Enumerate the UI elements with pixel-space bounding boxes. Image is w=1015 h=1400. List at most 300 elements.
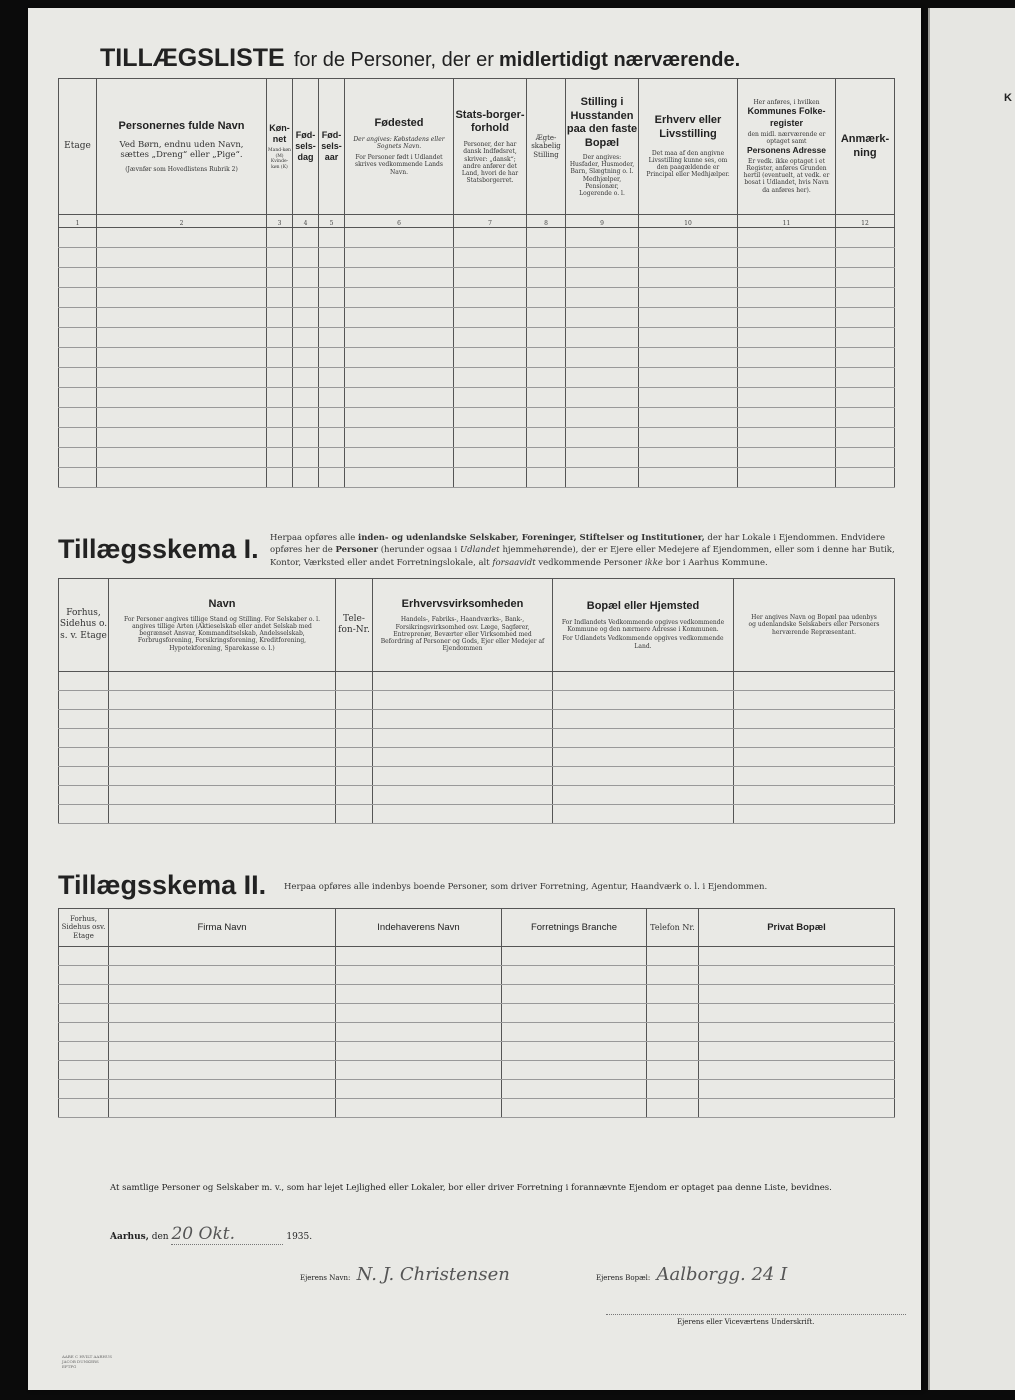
table-cell[interactable] — [566, 428, 639, 448]
table-cell[interactable] — [502, 1099, 647, 1118]
table-cell[interactable] — [454, 288, 527, 308]
table-cell[interactable] — [336, 805, 373, 824]
table-cell[interactable] — [738, 388, 836, 408]
table-cell[interactable] — [109, 1004, 336, 1023]
table-cell[interactable] — [336, 767, 373, 786]
table-cell[interactable] — [345, 248, 454, 268]
table-cell[interactable] — [59, 805, 109, 824]
table-cell[interactable] — [373, 672, 553, 691]
col-etage: Etage — [59, 79, 97, 215]
table-cell[interactable] — [319, 448, 345, 468]
title-bold: TILLÆGSLISTE — [100, 44, 285, 72]
table-cell[interactable] — [267, 428, 293, 448]
table-cell[interactable] — [566, 468, 639, 488]
table-cell[interactable] — [647, 1042, 699, 1061]
table-cell[interactable] — [267, 308, 293, 328]
s1-col-telefon: Tele-fon-Nr. — [336, 579, 373, 672]
table-cell[interactable] — [738, 328, 836, 348]
table-cell[interactable] — [319, 248, 345, 268]
table-cell[interactable] — [639, 248, 738, 268]
table-cell[interactable] — [738, 468, 836, 488]
table-cell[interactable] — [59, 786, 109, 805]
table-cell[interactable] — [527, 408, 566, 428]
table-cell[interactable] — [639, 288, 738, 308]
schema1-intro: Herpaa opføres alle inden- og udenlandske Selskaber, Foreninger, Stiftelser og Institutioner, der har Lokale i Ejendommen. Endvidere opføres her de Personer (herunder ogsaa i Udlandet hjemmehørende), der er Ejere eller Medejere af Ejendommen, eller som i denne har Butik, Kontor, Værksted eller andet Forretningslokale, alt forsaavidt vedkommende Personer ikke bor i Aarhus Kommune. — [270, 533, 895, 568]
table-cell[interactable] — [97, 428, 267, 448]
table-cell[interactable] — [639, 368, 738, 388]
table-cell[interactable] — [293, 348, 319, 368]
table-cell[interactable] — [734, 672, 895, 691]
s2-col-indehaver: Indehaverens Navn — [336, 909, 502, 947]
table-cell[interactable] — [293, 328, 319, 348]
table-cell[interactable] — [97, 308, 267, 328]
table-cell[interactable] — [59, 1099, 109, 1118]
table-cell[interactable] — [97, 348, 267, 368]
col-navn: Personernes fulde Navn Ved Børn, endnu uden Navn, sættes „Dreng“ eller „Pige“. (Jævnfør som Hovedlistens Rubrik 2) — [97, 79, 267, 215]
table-cell[interactable] — [527, 368, 566, 388]
table-cell[interactable] — [109, 786, 336, 805]
table-row — [59, 328, 895, 348]
table-row — [59, 729, 895, 748]
table-cell[interactable] — [566, 328, 639, 348]
table-cell[interactable] — [59, 348, 97, 368]
table-cell[interactable] — [454, 248, 527, 268]
table-cell[interactable] — [345, 308, 454, 328]
table-cell[interactable] — [738, 288, 836, 308]
table-cell[interactable] — [109, 672, 336, 691]
table-cell[interactable] — [319, 268, 345, 288]
table-cell[interactable] — [836, 328, 895, 348]
schema1-title: Tillægsskema I. — [58, 534, 259, 564]
table-cell[interactable] — [293, 388, 319, 408]
table-cell[interactable] — [502, 1023, 647, 1042]
table-cell[interactable] — [527, 268, 566, 288]
table-cell[interactable] — [109, 710, 336, 729]
table-cell[interactable] — [109, 729, 336, 748]
table-cell[interactable] — [502, 1080, 647, 1099]
table-cell[interactable] — [267, 328, 293, 348]
table-cell[interactable] — [836, 468, 895, 488]
table-cell[interactable] — [738, 408, 836, 428]
s2-col-firma: Firma Navn — [109, 909, 336, 947]
table-cell[interactable] — [109, 691, 336, 710]
table-cell[interactable] — [738, 248, 836, 268]
table-cell[interactable] — [527, 248, 566, 268]
table-cell[interactable] — [59, 710, 109, 729]
table-cell[interactable] — [59, 268, 97, 288]
table-row — [59, 408, 895, 428]
table-cell[interactable] — [647, 1061, 699, 1080]
col-foedested: Fødested Der angives: Købstadens eller Sognets Navn. For Personer født i Udlandet skrives vedkommende Lands Navn. — [345, 79, 454, 215]
table-cell[interactable] — [639, 448, 738, 468]
table-cell[interactable] — [59, 388, 97, 408]
table-cell[interactable] — [336, 1080, 502, 1099]
table-row — [59, 805, 895, 824]
s2-col-branche: Forretnings Branche — [502, 909, 647, 947]
table-cell[interactable] — [647, 985, 699, 1004]
table-cell[interactable] — [553, 786, 734, 805]
table-cell[interactable] — [373, 710, 553, 729]
table-row — [59, 691, 895, 710]
table-cell[interactable] — [109, 985, 336, 1004]
title-mid: for de Personer, der er — [293, 49, 494, 71]
table-cell[interactable] — [319, 428, 345, 448]
table-cell[interactable] — [738, 268, 836, 288]
table-cell[interactable] — [566, 448, 639, 468]
s2-col-telefon: Telefon Nr. — [647, 909, 699, 947]
table-cell[interactable] — [566, 268, 639, 288]
table-cell[interactable] — [527, 388, 566, 408]
table-cell[interactable] — [566, 288, 639, 308]
table-cell[interactable] — [836, 268, 895, 288]
table-cell[interactable] — [59, 368, 97, 388]
s1-col-etage: Forhus, Sidehus o. s. v. Etage — [59, 579, 109, 672]
table-cell[interactable] — [454, 468, 527, 488]
table-cell[interactable] — [97, 228, 267, 248]
page-title — [100, 44, 740, 73]
table-cell[interactable] — [836, 408, 895, 428]
table-cell[interactable] — [59, 729, 109, 748]
table-cell[interactable] — [836, 228, 895, 248]
table-cell[interactable] — [502, 966, 647, 985]
table-cell[interactable] — [336, 672, 373, 691]
table-cell[interactable] — [97, 408, 267, 428]
table-cell[interactable] — [109, 805, 336, 824]
table-cell[interactable] — [336, 710, 373, 729]
table-cell[interactable] — [647, 1099, 699, 1118]
table-cell[interactable] — [293, 448, 319, 468]
table-cell[interactable] — [345, 268, 454, 288]
signature-line — [606, 1314, 906, 1315]
table-cell[interactable] — [267, 288, 293, 308]
table-cell[interactable] — [59, 691, 109, 710]
table-cell[interactable] — [734, 691, 895, 710]
table-cell[interactable] — [267, 368, 293, 388]
table-cell[interactable] — [267, 268, 293, 288]
table-cell[interactable] — [527, 448, 566, 468]
table-cell[interactable] — [109, 1042, 336, 1061]
table-cell[interactable] — [836, 428, 895, 448]
table-cell[interactable] — [454, 408, 527, 428]
table-cell[interactable] — [59, 328, 97, 348]
table-cell[interactable] — [267, 388, 293, 408]
table-cell[interactable] — [699, 947, 895, 966]
table-cell[interactable] — [109, 947, 336, 966]
owner-name-signature: N. J. Christensen — [356, 1264, 510, 1285]
table-cell[interactable] — [502, 1004, 647, 1023]
table-cell[interactable] — [345, 428, 454, 448]
table-cell[interactable] — [59, 308, 97, 328]
table-cell[interactable] — [734, 805, 895, 824]
table-cell[interactable] — [109, 1080, 336, 1099]
table-cell[interactable] — [336, 1099, 502, 1118]
table-cell[interactable] — [319, 228, 345, 248]
table-cell[interactable] — [454, 308, 527, 328]
table-row — [59, 348, 895, 368]
table-cell[interactable] — [267, 348, 293, 368]
table-cell[interactable] — [553, 691, 734, 710]
table-cell[interactable] — [454, 268, 527, 288]
schema2-title: Tillægsskema II. — [58, 870, 267, 900]
table-cell[interactable] — [373, 805, 553, 824]
table-cell[interactable] — [836, 288, 895, 308]
table-cell[interactable] — [59, 966, 109, 985]
table-cell[interactable] — [267, 228, 293, 248]
table-cell[interactable] — [97, 368, 267, 388]
s1-col-bopael: Bopæl eller Hjemsted For Indlandets Vedkommende opgives vedkommende Kommune og den nærmere Adresse i Kommunen. For Udlandets Vedkommende opgives vedkommende Land. — [553, 579, 734, 672]
table-cell[interactable] — [267, 248, 293, 268]
table-cell[interactable] — [454, 388, 527, 408]
table-cell[interactable] — [836, 448, 895, 468]
table-cell[interactable] — [527, 308, 566, 328]
s1-col-repraesentant: Her angives Navn og Bopæl paa udenbys og udenlandske Selskabers eller Personers herværende Repræsentant. — [734, 579, 895, 672]
table-cell[interactable] — [836, 308, 895, 328]
s1-col-erhverv: Erhvervsvirksomheden Handels-, Fabriks-, Haandværks-, Bank-, Forsikringsvirksomhed osv. Læge, Sagfører, Entreprenør, Beværter eller Virksomhed med Befordring af Personer og Gods, Ejer eller Medejer af Ejendommen — [373, 579, 553, 672]
table-cell[interactable] — [836, 348, 895, 368]
table-cell[interactable] — [373, 691, 553, 710]
table-cell[interactable] — [267, 448, 293, 468]
table-cell[interactable] — [59, 1061, 109, 1080]
table-cell[interactable] — [59, 1023, 109, 1042]
table-row — [59, 448, 895, 468]
table-cell[interactable] — [345, 228, 454, 248]
table-cell[interactable] — [738, 348, 836, 368]
table-row — [59, 248, 895, 268]
table-cell[interactable] — [345, 468, 454, 488]
table-row — [59, 468, 895, 488]
table-cell[interactable] — [336, 947, 502, 966]
printer-mark: AARE C HVILT AARHUS JACOB DUNKERS EFTFG — [62, 1354, 112, 1369]
table-cell[interactable] — [59, 448, 97, 468]
table-cell[interactable] — [109, 1099, 336, 1118]
table-cell[interactable] — [738, 448, 836, 468]
table-cell[interactable] — [109, 966, 336, 985]
table-cell[interactable] — [336, 786, 373, 805]
table-cell[interactable] — [97, 448, 267, 468]
table-cell[interactable] — [639, 468, 738, 488]
table-cell[interactable] — [527, 228, 566, 248]
table-cell[interactable] — [734, 767, 895, 786]
table-cell[interactable] — [319, 288, 345, 308]
col-foedselsaar: Fød-sels-aar — [319, 79, 345, 215]
table-cell[interactable] — [97, 268, 267, 288]
table-cell[interactable] — [293, 228, 319, 248]
table-cell[interactable] — [373, 729, 553, 748]
table-cell[interactable] — [566, 368, 639, 388]
table-cell[interactable] — [59, 947, 109, 966]
table-cell[interactable] — [639, 308, 738, 328]
table-cell[interactable] — [345, 388, 454, 408]
table-cell[interactable] — [566, 228, 639, 248]
table-cell[interactable] — [699, 1061, 895, 1080]
table-cell[interactable] — [267, 408, 293, 428]
table-cell[interactable] — [639, 228, 738, 248]
table-cell[interactable] — [639, 428, 738, 448]
table-cell[interactable] — [59, 748, 109, 767]
table-cell[interactable] — [699, 1004, 895, 1023]
table-cell[interactable] — [345, 408, 454, 428]
table-cell[interactable] — [319, 328, 345, 348]
table-cell[interactable] — [293, 368, 319, 388]
table-cell[interactable] — [293, 268, 319, 288]
table-cell[interactable] — [553, 748, 734, 767]
table-cell[interactable] — [109, 767, 336, 786]
table-cell[interactable] — [319, 308, 345, 328]
table-cell[interactable] — [527, 288, 566, 308]
table-cell[interactable] — [267, 468, 293, 488]
table-cell[interactable] — [293, 408, 319, 428]
table-cell[interactable] — [502, 1061, 647, 1080]
table-cell[interactable] — [738, 228, 836, 248]
table-cell[interactable] — [699, 985, 895, 1004]
col-erhverv: Erhverv eller Livsstilling Det maa af den angivne Livsstilling kunne ses, om den paagældende er Principal eller Medhjælper. — [639, 79, 738, 215]
table-cell[interactable] — [647, 947, 699, 966]
table-cell[interactable] — [319, 388, 345, 408]
table-cell[interactable] — [336, 1042, 502, 1061]
table-cell[interactable] — [319, 348, 345, 368]
table-cell[interactable] — [734, 710, 895, 729]
table-cell[interactable] — [836, 368, 895, 388]
date-line: Aarhus, den 20 Okt. 1935. — [110, 1224, 313, 1244]
table-cell[interactable] — [293, 288, 319, 308]
table-cell[interactable] — [59, 985, 109, 1004]
table-cell[interactable] — [336, 1061, 502, 1080]
table-cell[interactable] — [647, 966, 699, 985]
table-cell[interactable] — [734, 729, 895, 748]
table-cell[interactable] — [527, 468, 566, 488]
table-cell[interactable] — [109, 1061, 336, 1080]
table-cell[interactable] — [699, 1023, 895, 1042]
table-cell[interactable] — [336, 729, 373, 748]
table-cell[interactable] — [345, 448, 454, 468]
table-cell[interactable] — [59, 228, 97, 248]
table-cell[interactable] — [97, 388, 267, 408]
table-cell[interactable] — [109, 748, 336, 767]
table-cell[interactable] — [502, 1042, 647, 1061]
table-row — [59, 786, 895, 805]
table-cell[interactable] — [699, 1099, 895, 1118]
table-cell[interactable] — [97, 288, 267, 308]
table-cell[interactable] — [345, 328, 454, 348]
table-cell[interactable] — [373, 748, 553, 767]
table-cell[interactable] — [336, 691, 373, 710]
table-row — [59, 1023, 895, 1042]
table-cell[interactable] — [336, 966, 502, 985]
table-cell[interactable] — [293, 468, 319, 488]
table-cell[interactable] — [59, 1004, 109, 1023]
table-cell[interactable] — [566, 308, 639, 328]
table-cell[interactable] — [566, 408, 639, 428]
table-cell[interactable] — [836, 248, 895, 268]
table-cell[interactable] — [647, 1080, 699, 1099]
table-cell[interactable] — [527, 348, 566, 368]
table-cell[interactable] — [647, 1004, 699, 1023]
table-cell[interactable] — [59, 468, 97, 488]
table-cell[interactable] — [566, 388, 639, 408]
table-cell[interactable] — [336, 1023, 502, 1042]
table-cell[interactable] — [734, 748, 895, 767]
table-cell[interactable] — [699, 966, 895, 985]
table-cell[interactable] — [336, 748, 373, 767]
table-cell[interactable] — [336, 985, 502, 1004]
table-cell[interactable] — [454, 348, 527, 368]
table-cell[interactable] — [59, 288, 97, 308]
table-cell[interactable] — [566, 348, 639, 368]
table-row — [59, 767, 895, 786]
table-cell[interactable] — [373, 767, 553, 786]
table-cell[interactable] — [293, 248, 319, 268]
owner-address-handwritten: Aalborgg. 24 I — [656, 1264, 788, 1285]
table-cell[interactable] — [734, 786, 895, 805]
table-cell[interactable] — [345, 348, 454, 368]
table-cell[interactable] — [109, 1023, 336, 1042]
table-cell[interactable] — [639, 348, 738, 368]
table-cell[interactable] — [59, 1080, 109, 1099]
table-cell[interactable] — [454, 428, 527, 448]
table-cell[interactable] — [97, 248, 267, 268]
table-cell[interactable] — [553, 672, 734, 691]
table-cell[interactable] — [454, 368, 527, 388]
table-row — [59, 1061, 895, 1080]
table-cell[interactable] — [454, 448, 527, 468]
table-cell[interactable] — [502, 947, 647, 966]
table-cell[interactable] — [647, 1023, 699, 1042]
table-cell[interactable] — [553, 710, 734, 729]
table-cell[interactable] — [738, 368, 836, 388]
table-cell[interactable] — [97, 328, 267, 348]
col-anmaerkning: Anmærk-ning — [836, 79, 895, 215]
table-cell[interactable] — [639, 388, 738, 408]
table-cell[interactable] — [59, 428, 97, 448]
table-cell[interactable] — [319, 368, 345, 388]
table-cell[interactable] — [373, 786, 553, 805]
table-cell[interactable] — [566, 248, 639, 268]
table-cell[interactable] — [553, 729, 734, 748]
table-cell[interactable] — [293, 428, 319, 448]
title-bold2: midlertidigt nærværende. — [499, 49, 741, 71]
table-cell[interactable] — [59, 1042, 109, 1061]
table-cell[interactable] — [345, 368, 454, 388]
table-cell[interactable] — [319, 408, 345, 428]
table-cell[interactable] — [59, 248, 97, 268]
table-cell[interactable] — [336, 1004, 502, 1023]
table-cell[interactable] — [345, 288, 454, 308]
table-cell[interactable] — [639, 268, 738, 288]
table-cell[interactable] — [454, 328, 527, 348]
table-cell[interactable] — [527, 328, 566, 348]
table-cell[interactable] — [502, 985, 647, 1004]
table-cell[interactable] — [527, 428, 566, 448]
table-cell[interactable] — [454, 228, 527, 248]
table-cell[interactable] — [553, 805, 734, 824]
table-cell[interactable] — [639, 408, 738, 428]
owner-name-line: Ejerens Navn: N. J. Christensen — [300, 1264, 547, 1285]
table-cell[interactable] — [59, 408, 97, 428]
table-cell[interactable] — [553, 767, 734, 786]
table-cell[interactable] — [293, 308, 319, 328]
table-cell[interactable] — [699, 1080, 895, 1099]
table-cell[interactable] — [639, 328, 738, 348]
table-cell[interactable] — [738, 428, 836, 448]
table-cell[interactable] — [59, 767, 109, 786]
table-cell[interactable] — [836, 388, 895, 408]
attestation-text: At samtlige Personer og Selskaber m. v., som har lejet Lejlighed eller Lokaler, bor eller driver Forretning i forannævnte Ejendom er optaget paa denne Liste, bevidnes. — [110, 1183, 832, 1193]
table-cell[interactable] — [59, 672, 109, 691]
table-cell[interactable] — [738, 308, 836, 328]
table-cell[interactable] — [699, 1042, 895, 1061]
table-cell[interactable] — [319, 468, 345, 488]
table-cell[interactable] — [97, 468, 267, 488]
